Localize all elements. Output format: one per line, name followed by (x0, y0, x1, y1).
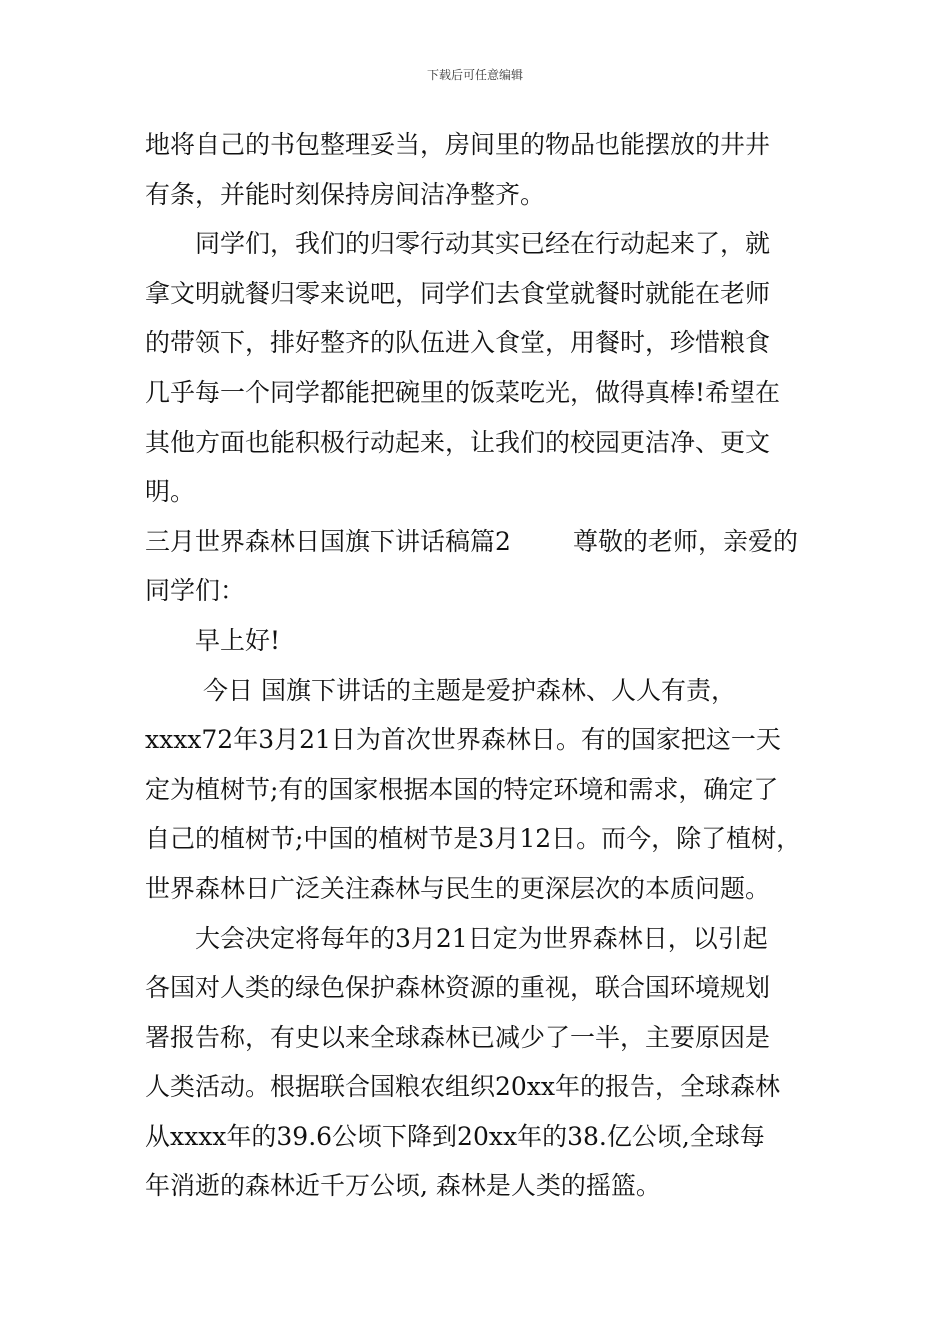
text-line: 人类活动。根据联合国粮农组织20xx年的报告，全球森林 (145, 1072, 781, 1102)
text-line: 各国对人类的绿色保护森林资源的重视，联合国环境规划 (145, 973, 771, 1003)
text-line: 年消逝的森林近千万公顷, 森林是人类的摇篮。 (145, 1171, 661, 1201)
text-line: 从xxxx年的39.6公顷下降到20xx年的38.亿公顷,全球每 (145, 1121, 765, 1151)
text-line: 地将自己的书包整理妥当，房间里的物品也能摆放的井井 (145, 130, 771, 159)
paragraph-4 (145, 914, 815, 1212)
text-line: 自己的植树节;中国的植树节是3月12日。而今，除了植树， (145, 824, 802, 854)
paragraph-3 (145, 666, 815, 914)
text-line: 署报告称，有史以来全球森林已减少了一半，主要原因是 (145, 1022, 771, 1052)
text-line: 的带领下，排好整齐的队伍进入食堂，用餐时，珍惜粮食 (145, 328, 771, 358)
heading-line (145, 517, 815, 567)
morning-greeting: 早上好! (195, 625, 281, 655)
text-line: 有条，并能时刻保持房间洁净整齐。 (145, 179, 546, 209)
text-line: 明。 (145, 477, 196, 507)
salutation-continued: 同学们： (145, 576, 246, 606)
text-line: xxxx72年3月21日为首次世界森林日。有的国家把这一天 (145, 725, 781, 755)
paragraph-1 (145, 120, 815, 219)
section-heading (145, 517, 815, 616)
text-line: 世界森林日广泛关注森林与民生的更深层次的本质问题。 (145, 873, 771, 903)
text-line: 拿文明就餐归零来说吧，同学们去食堂就餐时就能在老师 (145, 278, 771, 308)
text-line: 其他方面也能积极行动起来，让我们的校园更洁净、更文 (145, 427, 771, 457)
salutation: 尊敬的老师，亲爱的 (573, 526, 799, 556)
text-line: 大会决定将每年的3月21日定为世界森林日，以引起 (195, 923, 768, 953)
page-header: 下载后可任意编辑 (426, 68, 523, 82)
text-line: 几乎每一个同学都能把碗里的饭菜吃光，做得真棒!希望在 (145, 377, 781, 407)
section-title: 三月世界森林日国旗下讲话稿篇2 (145, 526, 511, 556)
paragraph-2 (145, 219, 815, 517)
text-line: 今日 国旗下讲话的主题是爱护森林、人人有责， (203, 675, 736, 705)
text-line: 定为植树节;有的国家根据本国的特定环境和需求，确定了 (145, 774, 779, 804)
document-body (145, 120, 815, 1211)
text-line: 同学们，我们的归零行动其实已经在行动起来了，就 (195, 229, 771, 259)
